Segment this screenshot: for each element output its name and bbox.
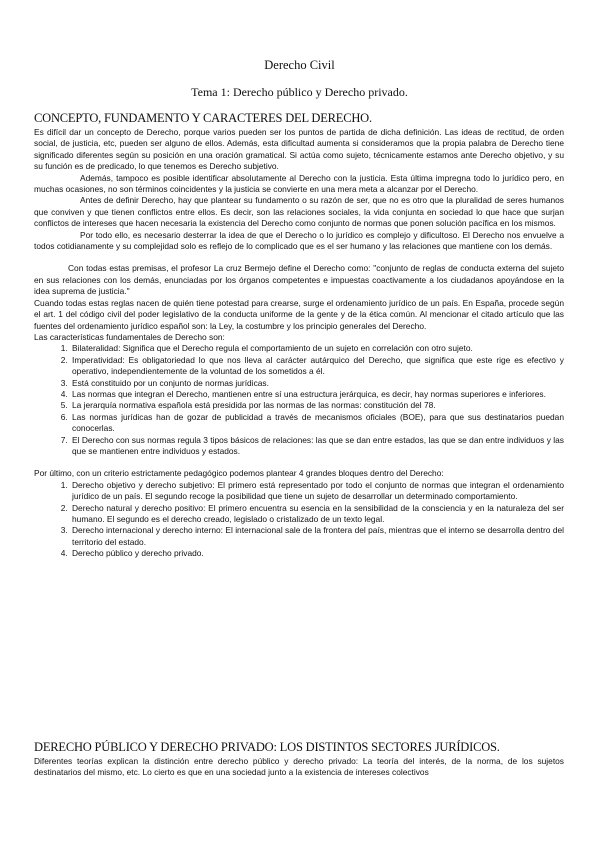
list-item: 1. Bilateralidad: Significa que el Derecho regula el comportamiento de un sujeto en correlación con otro sujeto.: [70, 343, 564, 354]
list-item: 4. Las normas que integran el Derecho, mantienen entre sí una estructura jerárquica, es decir, hay normas superiores e inferiores.: [70, 389, 564, 400]
list-item: 7. El Derecho con sus normas regula 3 tipos básicos de relaciones: las que se dan entre estados, las que se dan entre individuos y las que se mantienen entre individuos y estados.: [70, 435, 564, 458]
section-heading-concepto: CONCEPTO, FUNDAMENTO Y CARACTERES DEL DERECHO.: [34, 111, 372, 125]
blocks-list: [34, 480, 564, 560]
section-body-derecho-publico-privado: [34, 756, 564, 779]
list-item: 1. Derecho objetivo y derecho subjetivo: El primero está representado por todo el conjunto de normas que integran el ordenamiento jurídico de un país. El segundo recoge la posibilidad que tiene un sujeto de desarrollar un determinado comportamiento.: [70, 480, 564, 503]
paragraph: Además, tampoco es posible identificar absolutamente al Derecho con la justicia. Esta última impregna todo lo jurídico pero, en muchas ocasiones, no son términos coincidentes y la justicia se convierte en una mera meta a alcanzar por el Derecho.: [34, 172, 564, 195]
paragraph: Por último, con un criterio estrictamente pedagógico podemos plantear 4 grandes bloques dentro del Derecho:: [34, 468, 444, 479]
characteristics-list: [34, 343, 564, 457]
section-heading-derecho-publico-privado: DERECHO PÚBLICO Y DERECHO PRIVADO: LOS DISTINTOS SECTORES JURÍDICOS.: [34, 740, 500, 754]
list-item: 6. Las normas jurídicas han de gozar de publicidad a través de mecanismos oficiales (BOE), para que sus destinatarios puedan conocerlas.: [70, 412, 564, 435]
paragraph: Por todo ello, es necesario desterrar la idea de que el Derecho o lo jurídico es complejo y dificultoso. El Derecho nos envuelve a todos cotidianamente y su complejidad solo es reflejo de lo complicado que es el ser humano y las relaciones que mantiene con los demás.: [34, 229, 564, 252]
document-title: Derecho Civil: [264, 58, 335, 72]
section-body-concepto: [34, 127, 564, 560]
paragraph: Cuando todas estas reglas nacen de quién tiene potestad para crearse, surge el ordenamiento jurídico de un país. En España, procede según el art. 1 del código civil del poder legislativo de la conducta uniforme de la gente y de la ética común. Al mencionar el citado artículo que las fuentes del ordenamiento jurídico español son: la Ley, la costumbre y los principio generales del Derecho.: [34, 297, 564, 331]
paragraph: Es difícil dar un concepto de Derecho, porque varios pueden ser los puntos de partida de dicha definición. Las ideas de rectitud, de orden social, de justicia, etc, pueden ser alguno de ellos. Además, esta dificultad aumenta si consideramos que la propia palabra de Derecho tiene significado diferentes según su posición en una oración gramatical. Si actúa como sujeto, técnicamente estamos ante Derecho objetivo, y su su función es de predicado, lo que tenemos es Derecho subjetivo.: [34, 127, 564, 172]
document-subtitle: Tema 1: Derecho público y Derecho privado.: [191, 85, 408, 99]
list-intro: Las características fundamentales de Derecho son:: [34, 331, 225, 342]
list-item: 2. Derecho natural y derecho positivo: El primero encuentra su esencia en la sensibilidad de la consciencia y en la naturaleza del ser humano. El segundo es el derecho creado, legislado o cristalizado de un texto legal.: [70, 503, 564, 526]
paragraph: Diferentes teorías explican la distinción entre derecho público y derecho privado: La teoría del interés, de la norma, de los sujetos destinatarios del mismo, etc. Lo cierto es que en una sociedad junto a la existencia de intereses colectivos: [34, 756, 564, 778]
list-item: 3. Derecho internacional y derecho interno: El internacional sale de la frontera del país, mientras que el interno se desarrolla dentro del territorio del estado.: [70, 525, 564, 548]
paragraph: Con todas estas premisas, el profesor La cruz Bermejo define el Derecho como: "conjunto de reglas de conducta externa del sujeto en sus relaciones con los demás, enunciadas por los órganos competentes e impuestas coactivamente a los ciudadanos apoyándose en la idea suprema de justicia.": [34, 263, 564, 297]
list-item: 5. La jerarquía normativa española está presidida por las normas de las normas: constitución del 78.: [70, 400, 564, 411]
list-item: 2. Imperatividad: Es obligatoriedad lo que nos lleva al carácter autárquico del Derecho, que significa que este rige es efectivo y operativo, independientemente de la voluntad de los sometidos a él.: [70, 355, 564, 378]
list-item: 3. Está constituido por un conjunto de normas jurídicas.: [70, 378, 564, 389]
list-item: 4. Derecho público y derecho privado.: [70, 548, 564, 559]
paragraph: Antes de definir Derecho, hay que plantear su fundamento o su razón de ser, que no es otro que la pluralidad de seres humanos que conviven y que tienen conflictos entre ellos. Es decir, son las relaciones sociales, la vida conjunta en sociedad lo que hace que surjan conflictos de intereses que hacen necesaria la existencia del Derecho como conjunto de normas que ponen solución pacífica en los mismos.: [34, 195, 564, 229]
